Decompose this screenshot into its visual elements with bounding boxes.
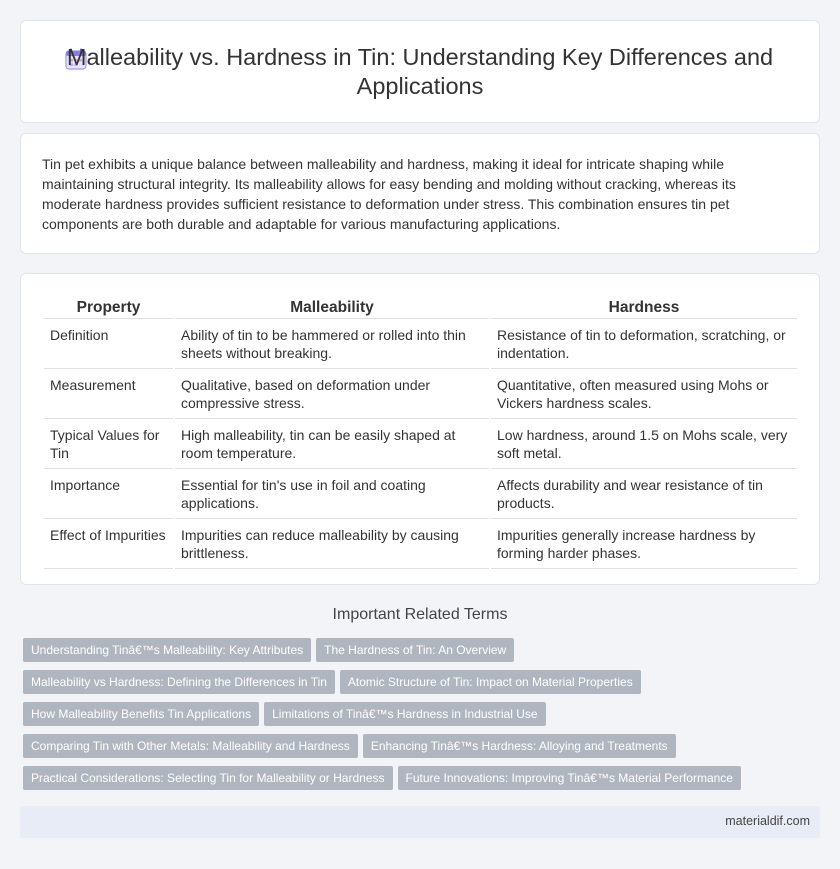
footer	[20, 806, 820, 838]
table-cell-hardness: Quantitative, often measured using Mohs or Vickers hardness scales.	[491, 369, 797, 419]
column-header-hardness: Hardness	[491, 295, 797, 319]
table-cell-property: Importance	[44, 469, 173, 519]
table-cell-property: Definition	[44, 319, 173, 369]
table-cell-property: Measurement	[44, 369, 173, 419]
page-title: Malleability vs. Hardness in Tin: Understanding Key Differences and Applications	[66, 44, 774, 99]
table-cell-hardness: Low hardness, around 1.5 on Mohs scale, very soft metal.	[491, 419, 797, 469]
related-term-tag[interactable]: Limitations of Tinâ€™s Hardness in Industrial Use	[264, 702, 545, 726]
related-term-tag[interactable]: Atomic Structure of Tin: Impact on Material Properties	[340, 670, 641, 694]
related-term-tag[interactable]: Future Innovations: Improving Tinâ€™s Material Performance	[398, 766, 741, 790]
related-term-tag[interactable]: Practical Considerations: Selecting Tin for Malleability or Hardness	[23, 766, 393, 790]
table-cell-malleability: Essential for tin's use in foil and coating applications.	[175, 469, 489, 519]
related-term-tag[interactable]: The Hardness of Tin: An Overview	[316, 638, 514, 662]
table-cell-malleability: Qualitative, based on deformation under compressive stress.	[175, 369, 489, 419]
related-term-tag[interactable]: Comparing Tin with Other Metals: Malleability and Hardness	[23, 734, 358, 758]
intro-card	[20, 133, 820, 254]
intro-paragraph: Tin pet exhibits a unique balance between malleability and hardness, making it ideal for intricate shaping while maintaining structural integrity. Its malleability allows for easy bending and molding without cracking, whereas its moderate hardness provides sufficient resistance to deformation under stress. This combination ensures tin pet components are both durable and adaptable for various manufacturing applications.	[42, 156, 736, 232]
table-cell-hardness: Impurities generally increase hardness by forming harder phases.	[491, 519, 797, 569]
column-header-property: Property	[44, 295, 173, 319]
related-term-tag[interactable]: How Malleability Benefits Tin Applications	[23, 702, 259, 726]
column-header-malleability: Malleability	[175, 295, 489, 319]
table-cell-property: Effect of Impurities	[44, 519, 173, 569]
related-terms-heading: Important Related Terms	[332, 606, 508, 623]
table-cell-malleability: Ability of tin to be hammered or rolled into thin sheets without breaking.	[175, 319, 489, 369]
table-row	[44, 319, 797, 369]
table-cell-malleability: Impurities can reduce malleability by causing brittleness.	[175, 519, 489, 569]
table-row	[44, 519, 797, 569]
table-cell-malleability: High malleability, tin can be easily shaped at room temperature.	[175, 419, 489, 469]
table-row	[44, 369, 797, 419]
table-cell-hardness: Affects durability and wear resistance of tin products.	[491, 469, 797, 519]
table-header-row	[44, 295, 797, 319]
table-cell-property: Typical Values for Tin	[44, 419, 173, 469]
footer-site-link[interactable]: materialdif.com	[725, 814, 810, 828]
comparison-table	[42, 295, 799, 569]
related-term-tag[interactable]: Malleability vs Hardness: Defining the Differences in Tin	[23, 670, 335, 694]
table-row	[44, 469, 797, 519]
table-cell-hardness: Resistance of tin to deformation, scratching, or indentation.	[491, 319, 797, 369]
table-row	[44, 419, 797, 469]
header-card	[20, 20, 820, 123]
related-term-tag[interactable]: Enhancing Tinâ€™s Hardness: Alloying and Treatments	[363, 734, 676, 758]
related-terms-list	[23, 638, 783, 798]
related-term-tag[interactable]: Understanding Tinâ€™s Malleability: Key Attributes	[23, 638, 311, 662]
comparison-table-card	[20, 273, 820, 585]
